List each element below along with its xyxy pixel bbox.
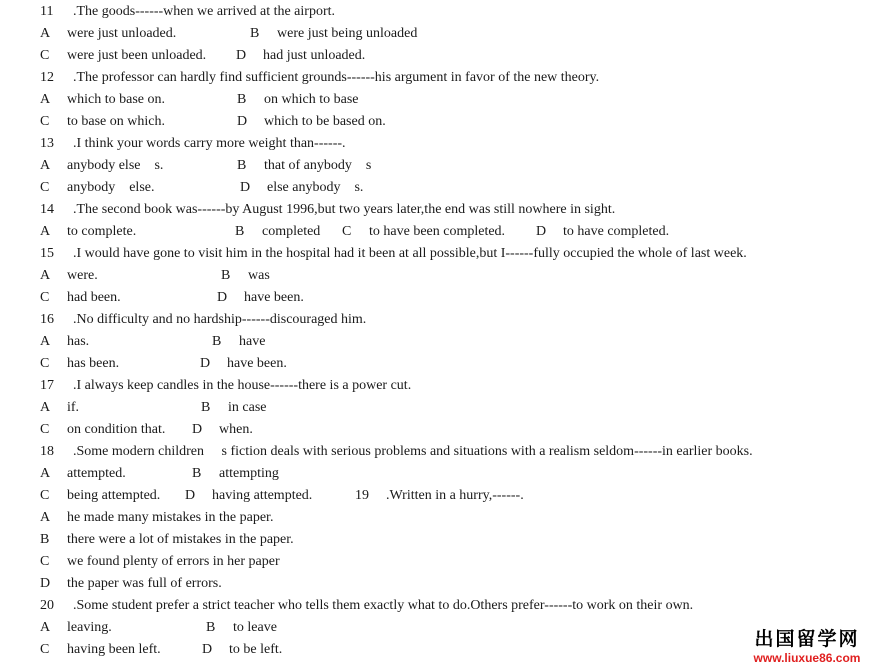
option-text: anybody else s. bbox=[67, 158, 164, 173]
option-letter: B bbox=[201, 400, 211, 415]
question-stem bbox=[40, 309, 366, 331]
question-text: .No difficulty and no hardship------discouraged him. bbox=[73, 312, 367, 327]
option-letter: C bbox=[40, 180, 50, 195]
option-text: being attempted. bbox=[67, 488, 161, 503]
option-text: had just unloaded. bbox=[263, 48, 366, 63]
option-text: to have completed. bbox=[563, 224, 670, 239]
option-row bbox=[40, 419, 253, 441]
option-text: attempted. bbox=[67, 466, 126, 481]
option-text: completed bbox=[262, 224, 321, 239]
question-number: 11 bbox=[40, 4, 54, 19]
option-letter: D bbox=[200, 356, 211, 371]
question-stem bbox=[40, 375, 411, 397]
option-text: in case bbox=[228, 400, 267, 415]
option-text: which to base on. bbox=[67, 92, 165, 107]
option-letter: A bbox=[40, 268, 51, 283]
question-text: .The goods------when we arrived at the airport. bbox=[73, 4, 336, 19]
option-text: to base on which. bbox=[67, 114, 165, 129]
option-text: having attempted. bbox=[212, 488, 313, 503]
option-row bbox=[40, 89, 359, 111]
watermark-site-name: 出国留学网 bbox=[754, 628, 860, 650]
question-number: 17 bbox=[40, 378, 54, 393]
option-text: which to be based on. bbox=[264, 114, 386, 129]
question-stem bbox=[40, 199, 615, 221]
option-row bbox=[40, 177, 364, 199]
option-letter: C bbox=[40, 488, 50, 503]
option-row bbox=[40, 507, 273, 529]
option-row bbox=[40, 485, 524, 507]
option-row bbox=[40, 45, 366, 67]
option-letter: C bbox=[40, 422, 50, 437]
option-text: the paper was full of errors. bbox=[67, 576, 222, 591]
option-letter: B bbox=[206, 620, 216, 635]
option-letter: C bbox=[342, 224, 352, 239]
option-letter: B bbox=[250, 26, 260, 41]
question-text: .I always keep candles in the house------there is a power cut. bbox=[73, 378, 412, 393]
question-text: .I think your words carry more weight than------. bbox=[73, 136, 346, 151]
option-row bbox=[40, 551, 280, 573]
option-text: having been left. bbox=[67, 642, 161, 657]
option-letter: C bbox=[40, 114, 50, 129]
question-number: 20 bbox=[40, 598, 54, 613]
question-text: .I would have gone to visit him in the hospital had it been at all possible,but I------fully occupied the whole of last week. bbox=[73, 246, 747, 261]
option-letter: B bbox=[235, 224, 245, 239]
option-letter: B bbox=[221, 268, 231, 283]
option-letter: C bbox=[40, 290, 50, 305]
option-text: we found plenty of errors in her paper bbox=[67, 554, 280, 569]
question-number: 12 bbox=[40, 70, 54, 85]
question-number: 15 bbox=[40, 246, 54, 261]
option-letter: D bbox=[40, 576, 51, 591]
question-stem bbox=[40, 243, 747, 265]
option-letter: B bbox=[212, 334, 222, 349]
option-text: to be left. bbox=[229, 642, 283, 657]
question-number: 19 bbox=[355, 488, 369, 503]
option-text: attempting bbox=[219, 466, 279, 481]
watermark-url: www.liuxue86.com bbox=[753, 651, 861, 665]
question-stem bbox=[40, 595, 693, 617]
option-text: to complete. bbox=[67, 224, 137, 239]
option-row bbox=[40, 463, 279, 485]
option-letter: D bbox=[217, 290, 228, 305]
option-row bbox=[40, 287, 304, 309]
option-text: to leave bbox=[233, 620, 277, 635]
question-text: .Some student prefer a strict teacher who tells them exactly what to do.Others prefer------to work on their own. bbox=[73, 598, 694, 613]
option-row bbox=[40, 155, 372, 177]
option-letter: A bbox=[40, 92, 51, 107]
option-text: were. bbox=[67, 268, 98, 283]
option-letter: D bbox=[202, 642, 213, 657]
option-text: were just unloaded. bbox=[67, 26, 177, 41]
option-letter: A bbox=[40, 620, 51, 635]
option-text: has. bbox=[67, 334, 90, 349]
question-stem bbox=[40, 67, 599, 89]
question-text: .Written in a hurry,------. bbox=[386, 488, 524, 503]
option-letter: D bbox=[185, 488, 196, 503]
option-text: have bbox=[239, 334, 266, 349]
option-letter: A bbox=[40, 334, 51, 349]
option-letter: A bbox=[40, 400, 51, 415]
option-row bbox=[40, 221, 670, 243]
option-text: on condition that. bbox=[67, 422, 166, 437]
option-letter: D bbox=[536, 224, 547, 239]
option-letter: A bbox=[40, 466, 51, 481]
option-text: had been. bbox=[67, 290, 121, 305]
option-letter: B bbox=[237, 158, 247, 173]
option-letter: C bbox=[40, 642, 50, 657]
option-letter: D bbox=[192, 422, 203, 437]
option-letter: A bbox=[40, 26, 51, 41]
question-stem bbox=[40, 1, 335, 23]
option-letter: D bbox=[236, 48, 247, 63]
option-letter: D bbox=[240, 180, 251, 195]
option-row bbox=[40, 573, 222, 595]
question-stem bbox=[40, 441, 753, 463]
option-row bbox=[40, 529, 294, 551]
site-watermark bbox=[737, 628, 877, 668]
option-row bbox=[40, 353, 287, 375]
option-text: have been. bbox=[244, 290, 304, 305]
question-text: .The professor can hardly find sufficient grounds------his argument in favor of the new theory. bbox=[73, 70, 600, 85]
option-letter: C bbox=[40, 356, 50, 371]
option-text: he made many mistakes in the paper. bbox=[67, 510, 274, 525]
option-row bbox=[40, 397, 267, 419]
option-text: when. bbox=[219, 422, 253, 437]
option-text: were just been unloaded. bbox=[67, 48, 207, 63]
option-text: on which to base bbox=[264, 92, 359, 107]
option-text: leaving. bbox=[67, 620, 112, 635]
option-row bbox=[40, 23, 418, 45]
option-text: that of anybody s bbox=[264, 158, 372, 173]
option-text: has been. bbox=[67, 356, 120, 371]
option-text: was bbox=[248, 268, 270, 283]
option-letter: C bbox=[40, 48, 50, 63]
question-stem bbox=[40, 133, 346, 155]
question-number: 14 bbox=[40, 202, 54, 217]
option-text: if. bbox=[67, 400, 80, 415]
option-letter: A bbox=[40, 224, 51, 239]
option-row bbox=[40, 617, 277, 639]
question-number: 18 bbox=[40, 444, 54, 459]
option-text: else anybody s. bbox=[267, 180, 364, 195]
option-letter: D bbox=[237, 114, 248, 129]
option-row bbox=[40, 331, 266, 353]
option-letter: B bbox=[40, 532, 50, 547]
option-text: there were a lot of mistakes in the paper. bbox=[67, 532, 294, 547]
option-letter: B bbox=[237, 92, 247, 107]
option-text: anybody else. bbox=[67, 180, 155, 195]
option-letter: A bbox=[40, 510, 51, 525]
question-number: 16 bbox=[40, 312, 54, 327]
option-row bbox=[40, 111, 386, 133]
option-text: have been. bbox=[227, 356, 287, 371]
option-row bbox=[40, 265, 270, 287]
question-number: 13 bbox=[40, 136, 54, 151]
option-letter: C bbox=[40, 554, 50, 569]
option-letter: B bbox=[192, 466, 202, 481]
question-text: .The second book was------by August 1996,but two years later,the end was still nowhere in sight. bbox=[73, 202, 616, 217]
question-text: .Some modern children s fiction deals with serious problems and situations with a realism seldom------in earlier books. bbox=[73, 444, 753, 459]
option-row bbox=[40, 639, 283, 661]
option-text: were just being unloaded bbox=[277, 26, 418, 41]
option-text: to have been completed. bbox=[369, 224, 506, 239]
option-letter: A bbox=[40, 158, 51, 173]
